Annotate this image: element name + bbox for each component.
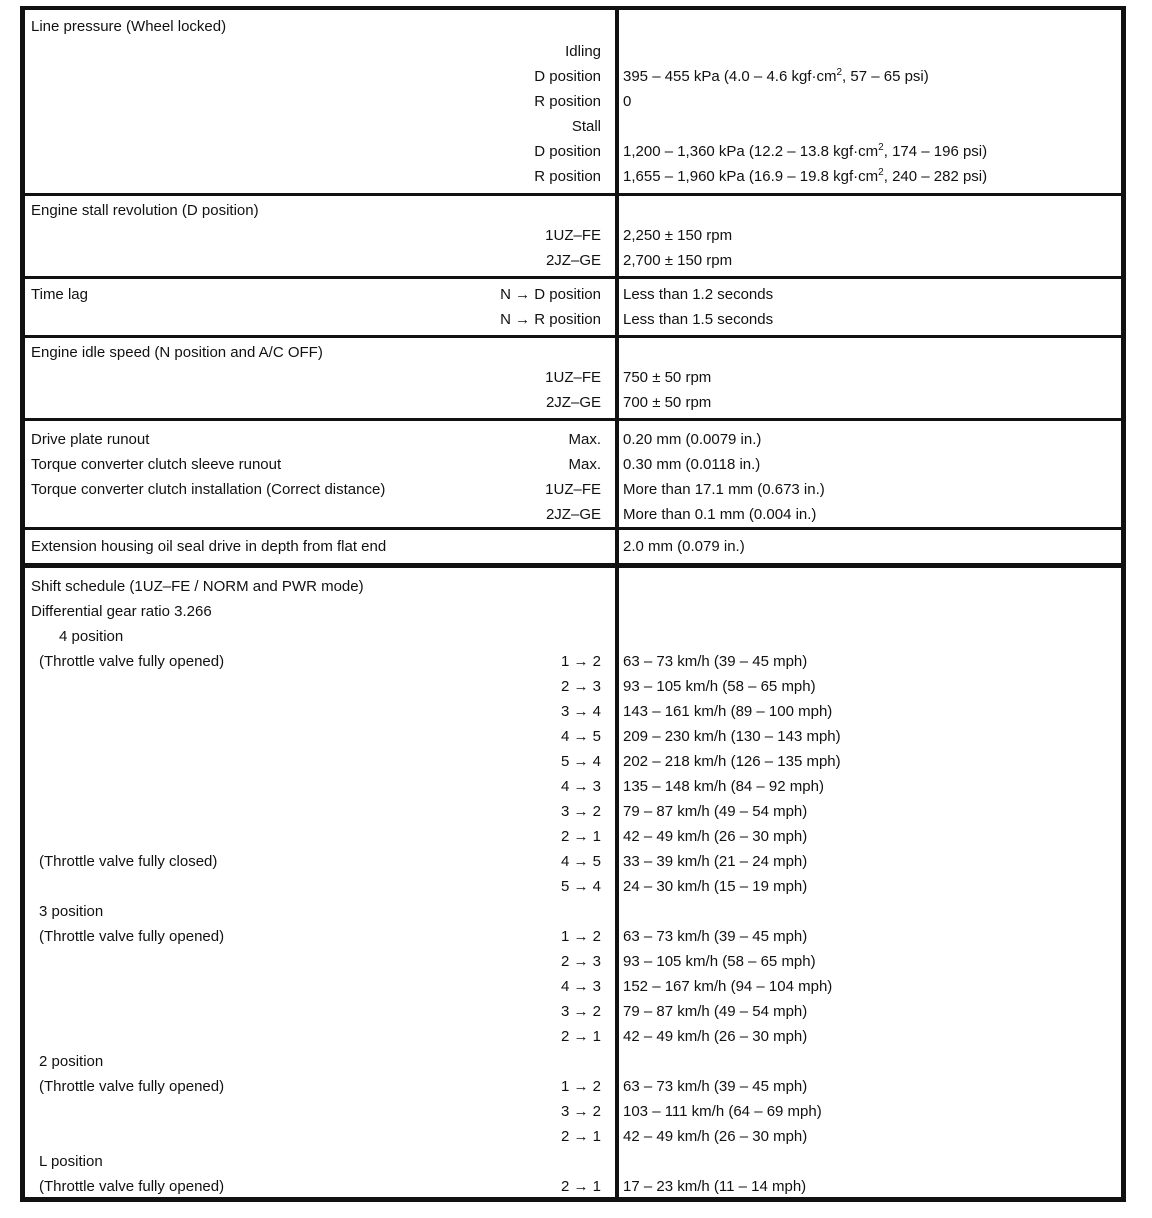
row-desc: Torque converter clutch sleeve runout xyxy=(31,456,282,473)
row-value: 1,655 – 1,960 kPa (16.9 – 19.8 $kgf\cdot cm^2$, 240 – 282 psi) xyxy=(623,167,988,185)
table-row xyxy=(25,699,1121,724)
table-row xyxy=(25,502,1121,527)
shift-label: 4 → 5 xyxy=(560,728,601,745)
shift-value: 24 – 30 km/h (15 – 19 mph) xyxy=(623,878,808,895)
row-value: More than 17.1 mm (0.673 in.) xyxy=(623,481,825,498)
position-label: 2 position xyxy=(39,1053,104,1070)
row-desc: Torque converter clutch installation (Correct distance) xyxy=(31,481,386,498)
row-value: 2,700 ± 150 rpm xyxy=(623,252,733,269)
row-label: Max. xyxy=(568,456,601,473)
shift-value: 202 – 218 km/h (126 – 135 mph) xyxy=(623,753,841,770)
idle-speed-section xyxy=(25,335,1121,415)
table-row xyxy=(25,89,1121,114)
shift-value: 33 – 39 km/h (21 – 24 mph) xyxy=(623,853,808,870)
shift-value: 93 – 105 km/h (58 – 65 mph) xyxy=(623,678,816,695)
row-value: 2.0 mm (0.079 in.) xyxy=(623,538,745,555)
row-value: 395 – 455 kPa (4.0 – 4.6 $kgf\cdot cm^2$, 57 – 65 psi) xyxy=(623,67,929,85)
shift-value: 63 – 73 km/h (39 – 45 mph) xyxy=(623,653,808,670)
position-label: 3 position xyxy=(39,903,104,920)
row-label: R position xyxy=(534,93,601,110)
shift-label: 4 → 3 xyxy=(560,778,601,795)
shift-schedule-title: Shift schedule (1UZ–FE / NORM and PWR mode) xyxy=(31,578,364,595)
row-label: D position xyxy=(534,68,601,85)
table-row xyxy=(25,849,1121,874)
row-value: 0.20 mm (0.0079 in.) xyxy=(623,431,762,448)
row-value: 750 ± 50 rpm xyxy=(623,369,712,386)
table-row xyxy=(25,307,1121,332)
table-row xyxy=(25,139,1121,164)
stall-revolution-title: Engine stall revolution (D position) xyxy=(31,202,259,219)
shift-value: 63 – 73 km/h (39 – 45 mph) xyxy=(623,1078,808,1095)
row-label: D position xyxy=(534,143,601,160)
time-lag-section xyxy=(25,276,1121,332)
shift-value: 63 – 73 km/h (39 – 45 mph) xyxy=(623,928,808,945)
line-pressure-section xyxy=(25,14,1121,189)
row-value: 2,250 ± 150 rpm xyxy=(623,227,733,244)
table-row xyxy=(25,1124,1121,1149)
table-row xyxy=(25,999,1121,1024)
table-row xyxy=(25,949,1121,974)
table-row xyxy=(25,924,1121,949)
shift-value: 143 – 161 km/h (89 – 100 mph) xyxy=(623,703,833,720)
row-label: Max. xyxy=(568,431,601,448)
table-row xyxy=(25,452,1121,477)
table-row xyxy=(25,164,1121,189)
row-value: More than 0.1 mm (0.004 in.) xyxy=(623,506,817,523)
table-row xyxy=(25,749,1121,774)
table-row xyxy=(25,365,1121,390)
row-value: 700 ± 50 rpm xyxy=(623,394,712,411)
throttle-label: (Throttle valve fully opened) xyxy=(39,928,225,945)
row-value: 1,200 – 1,360 kPa (12.2 – 13.8 $kgf\cdot cm^2$, 174 – 196 psi) xyxy=(623,142,988,160)
shift-label: 2 → 1 xyxy=(560,828,601,845)
shift-label: 2 → 1 xyxy=(560,1178,601,1195)
throttle-label: (Throttle valve fully opened) xyxy=(39,1178,225,1195)
row-label: N → D position xyxy=(500,286,601,303)
table-row xyxy=(25,1099,1121,1124)
shift-label: 4 → 5 xyxy=(560,853,601,870)
table-row xyxy=(25,282,1121,307)
shift-value: 152 – 167 km/h (94 – 104 mph) xyxy=(623,978,833,995)
table-row xyxy=(25,1024,1121,1049)
table-row xyxy=(25,248,1121,273)
runout-section xyxy=(25,418,1121,527)
shift-label: 1 → 2 xyxy=(560,653,601,670)
row-label: 2JZ–GE xyxy=(545,252,601,269)
shift-value: 17 – 23 km/h (11 – 14 mph) xyxy=(623,1178,807,1195)
shift-value: 79 – 87 km/h (49 – 54 mph) xyxy=(623,803,808,820)
shift-value: 135 – 148 km/h (84 – 92 mph) xyxy=(623,778,824,795)
row-value: 0.30 mm (0.0118 in.) xyxy=(623,456,761,473)
shift-label: 3 → 2 xyxy=(560,1103,601,1120)
row-label: 1UZ–FE xyxy=(545,227,601,244)
shift-value: 42 – 49 km/h (26 – 30 mph) xyxy=(623,1028,808,1045)
shift-label: 4 → 3 xyxy=(560,978,601,995)
time-lag-title: Time lag xyxy=(31,286,88,303)
shift-label: 1 → 2 xyxy=(560,928,601,945)
table-row xyxy=(25,477,1121,502)
shift-value: 93 – 105 km/h (58 – 65 mph) xyxy=(623,953,816,970)
stall-label: Stall xyxy=(571,118,601,135)
oil-seal-section xyxy=(25,527,1121,559)
spec-table xyxy=(20,6,1126,1202)
position-label: 4 position xyxy=(59,628,124,645)
shift-value: 79 – 87 km/h (49 – 54 mph) xyxy=(623,1003,808,1020)
idle-speed-title: Engine idle speed (N position and A/C OFF) xyxy=(31,344,323,361)
table-row xyxy=(25,390,1121,415)
throttle-label: (Throttle valve fully opened) xyxy=(39,1078,225,1095)
shift-value: 42 – 49 km/h (26 – 30 mph) xyxy=(623,828,808,845)
throttle-label: (Throttle valve fully opened) xyxy=(39,653,225,670)
gear-ratio: Differential gear ratio 3.266 xyxy=(31,603,212,620)
shift-label: 3 → 2 xyxy=(560,1003,601,1020)
table-row xyxy=(25,674,1121,699)
table-row xyxy=(25,874,1121,899)
row-desc: Extension housing oil seal drive in depth from flat end xyxy=(31,538,387,555)
row-label: 2JZ–GE xyxy=(545,506,601,523)
shift-value: 209 – 230 km/h (130 – 143 mph) xyxy=(623,728,841,745)
table-row xyxy=(25,724,1121,749)
row-value: Less than 1.5 seconds xyxy=(623,311,774,328)
row-value: 0 xyxy=(623,93,632,110)
table-row xyxy=(25,824,1121,849)
shift-label: 2 → 3 xyxy=(560,953,601,970)
row-label: 1UZ–FE xyxy=(545,369,601,386)
table-row xyxy=(25,1074,1121,1099)
line-pressure-title: Line pressure (Wheel locked) xyxy=(31,18,227,35)
position-label: L position xyxy=(39,1153,103,1170)
shift-label: 1 → 2 xyxy=(560,1078,601,1095)
table-row xyxy=(25,799,1121,824)
table-row xyxy=(25,223,1121,248)
row-label: 1UZ–FE xyxy=(545,481,601,498)
shift-label: 3 → 4 xyxy=(560,703,601,720)
row-label: N → R position xyxy=(500,311,601,328)
row-value: Less than 1.2 seconds xyxy=(623,286,774,303)
stall-revolution-section xyxy=(25,193,1121,273)
shift-label: 3 → 2 xyxy=(560,803,601,820)
throttle-label: (Throttle valve fully closed) xyxy=(39,853,218,870)
shift-label: 5 → 4 xyxy=(560,753,601,770)
shift-value: 103 – 111 km/h (64 – 69 mph) xyxy=(623,1103,822,1120)
table-row xyxy=(25,427,1121,452)
shift-schedule-section xyxy=(25,563,1121,1199)
table-row xyxy=(25,649,1121,674)
table-row xyxy=(25,64,1121,89)
shift-label: 5 → 4 xyxy=(560,878,601,895)
table-row xyxy=(25,774,1121,799)
table-row xyxy=(25,974,1121,999)
shift-value: 42 – 49 km/h (26 – 30 mph) xyxy=(623,1128,808,1145)
shift-label: 2 → 3 xyxy=(560,678,601,695)
shift-label: 2 → 1 xyxy=(560,1028,601,1045)
shift-label: 2 → 1 xyxy=(560,1128,601,1145)
row-desc: Drive plate runout xyxy=(31,431,150,448)
table-row xyxy=(25,534,1121,559)
row-label: 2JZ–GE xyxy=(545,394,601,411)
table-row xyxy=(25,1174,1121,1199)
row-label: R position xyxy=(534,168,601,185)
idling-label: Idling xyxy=(565,43,601,60)
